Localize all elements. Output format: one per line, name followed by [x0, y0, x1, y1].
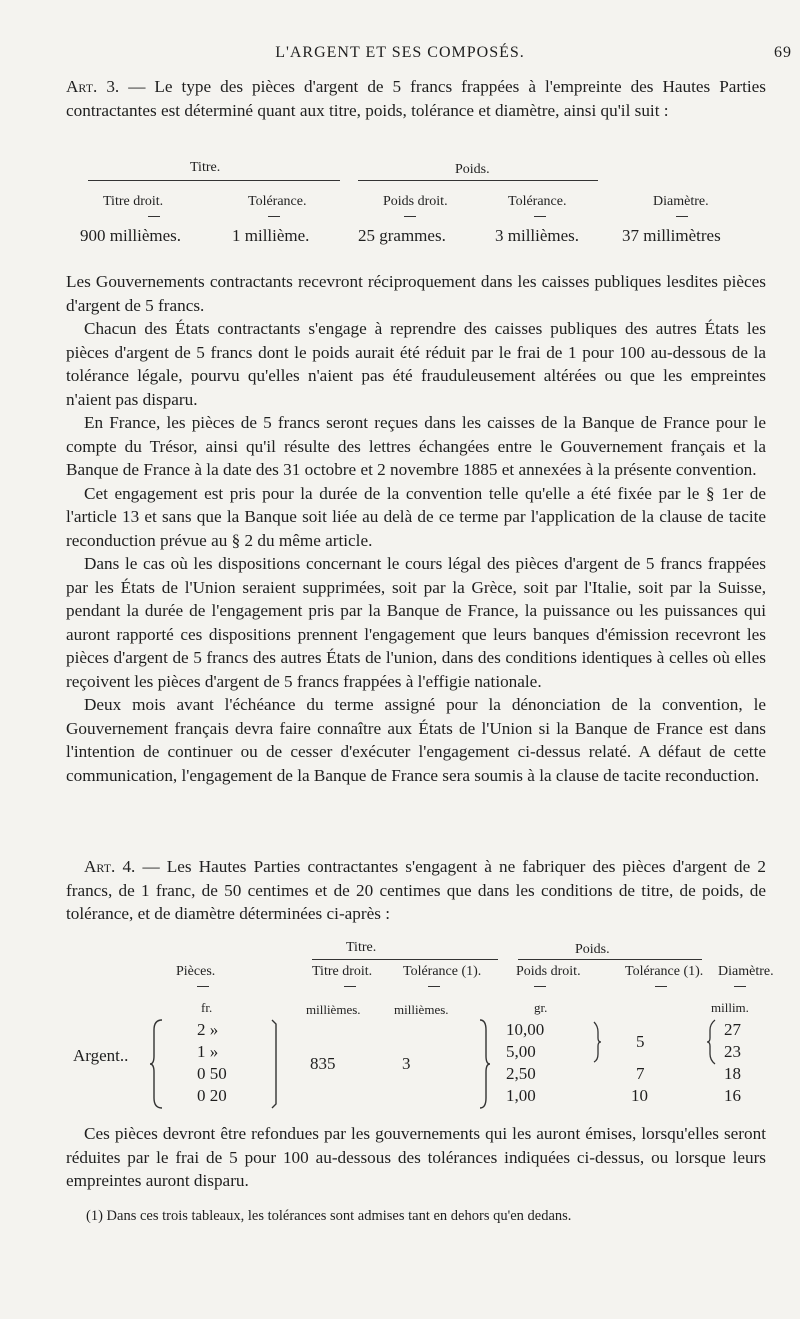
paragraph: En France, les pièces de 5 francs seront reçues dans les caisses de la Banque de France pour le compte du Trésor, ainsi qu'il résulte des lettres échangées entre le Gouvernement français et la Banque de France à la date des 31 octobre et 2 novembre 1885 et annexées à la présente convention. [66, 413, 766, 479]
t1-value-tolerance-poids: 3 millièmes. [495, 226, 580, 245]
art4-body [66, 1122, 766, 1193]
paragraph: Deux mois avant l'échéance du terme assigné pour la dénonciation de la convention, le Gouvernement français devra faire connaître aux États de l'Union si la Banque de France est dans l'intention de continuer ou de cesser d'exécuter l'engagement ci-dessus relaté. A défaut de cette communication, l'engagement de la Banque de France sera soumis à la clause de tacite reconduction. [66, 695, 766, 785]
t2-unit-poids-droit: gr. [534, 1000, 548, 1015]
t2-unit-titre-droit: millièmes. [306, 1002, 361, 1017]
t2-piece-1: 1 » [197, 1042, 219, 1061]
t1-header-poids-droit: Poids droit. [383, 194, 448, 209]
t2-group-poids: Poids. [575, 942, 610, 957]
table-divisionnaires [0, 940, 800, 1130]
t1-group-titre: Titre. [190, 160, 221, 175]
paragraph: Chacun des États contractants s'engage à reprendre des caisses publiques des autres États les pièces d'argent de 5 francs dont le poids aurait été réduit par le frai de 1 pour 100 au-dessous de la tolérance légale, pourvu qu'elles n'aient pas été frauduleusement altérées ou que les empreintes n'aient pas disparu. [66, 319, 766, 409]
t1-poids-rule [358, 180, 598, 181]
paragraph: Dans le cas où les dispositions concernant le cours légal des pièces d'argent de 5 francs frappées par les États de l'Union seraient supprimées, soit par la Grèce, soit par l'Italie, soit par la Suisse, pendant la durée de l'engagement pris par la Banque de France, la puissance ou les puissances qui auront rapporté ces dispositions prennent l'engagement que leurs banques d'émission recevront les pièces d'argent de 5 francs des autres États de l'union, dans des conditions identiques à celles où elles reçoivent les pièces d'argent de 5 francs frappées à l'effigie nationale. [66, 554, 766, 691]
t2-diametre-brace [706, 1020, 716, 1064]
t1-group-poids: Poids. [455, 162, 490, 177]
art4-text: — Les Hautes Parties contractantes s'engagent à ne fabriquer des pièces d'argent de 2 francs, de 1 franc, de 50 centimes et de 20 centimes que dans les conditions de titre, de poids, de tolérance, et de diamètre déterminées ci-après : [66, 857, 766, 923]
t2-tolerance-brace [592, 1022, 602, 1062]
art3-body [66, 270, 766, 787]
t2-header-tolerance-poids: Tolérance (1). [625, 964, 704, 979]
running-title: L'ARGENT ET SES COMPOSÉS. [275, 44, 525, 61]
t1-titre-rule [88, 180, 340, 181]
t2-titre-droit-value: 835 [310, 1054, 336, 1073]
t1-header-tolerance-titre: Tolérance. [248, 194, 307, 209]
t2-tolerance-poids-5: 5 [636, 1032, 645, 1051]
art3-text: — Le type des pièces d'argent de 5 francs frappées à l'empreinte des Hautes Parties contractantes est déterminé quant aux titre, poids, tolérance et diamètre, ainsi qu'il suit : [66, 77, 766, 120]
t2-diametre-18: 18 [724, 1064, 741, 1083]
art4-intro [66, 855, 766, 926]
t1-value-diametre: 37 millimètres [622, 226, 721, 245]
paragraph: Les Gouvernements contractants recevront réciproquement dans les caisses publiques lesdites pièces d'argent de 5 francs. [66, 272, 766, 315]
t2-header-titre-droit: Titre droit. [312, 964, 373, 979]
paragraph: Cet engagement est pris pour la durée de la convention telle qu'elle a été fixée par le § 1er de l'article 13 et sans que la Banque soit liée au delà de ce terme par l'application de la clause de tacite reconduction prévue au § 2 du même article. [66, 483, 766, 550]
t2-row-label: Argent.. [73, 1046, 129, 1065]
t2-header-pieces: Pièces. [176, 964, 216, 979]
t1-header-titre-droit: Titre droit. [103, 194, 164, 209]
running-header [0, 44, 800, 68]
t1-value-titre-droit: 900 millièmes. [80, 226, 182, 245]
t2-header-diametre: Diamètre. [718, 964, 774, 979]
t2-header-poids-droit: Poids droit. [516, 964, 581, 979]
art4-label: Art. 4. [84, 857, 136, 876]
t2-diametre-23: 23 [724, 1042, 741, 1061]
t2-poids-1: 1,00 [506, 1086, 536, 1105]
paragraph: Ces pièces devront être refondues par les gouvernements qui les auront émises, lorsqu'elles seront réduites par le frai de 5 pour 100 au-dessous des tolérances indiquées ci-dessus, ou lorsque leurs empreintes auront disparu. [66, 1124, 766, 1190]
t1-header-diametre: Diamètre. [653, 194, 709, 209]
t2-poids-250: 2,50 [506, 1064, 536, 1083]
t2-piece-020: 0 20 [197, 1086, 227, 1105]
t1-value-poids-droit: 25 grammes. [358, 226, 446, 245]
t2-unit-pieces: fr. [201, 1000, 213, 1015]
t2-titre-brace [270, 1020, 280, 1108]
t2-unit-tolerance-titre: millièmes. [394, 1002, 449, 1017]
footnote: (1) Dans ces trois tableaux, les tolérances sont admises tant en dehors qu'en dedans. [86, 1208, 572, 1224]
t2-poids-10: 10,00 [506, 1020, 545, 1039]
t1-header-tolerance-poids: Tolérance. [508, 194, 567, 209]
t2-group-titre: Titre. [346, 940, 377, 955]
t2-poids-5: 5,00 [506, 1042, 536, 1061]
art3-label: Art. 3. [66, 77, 120, 96]
t2-left-brace [150, 1020, 164, 1108]
t2-titre-rule [312, 959, 498, 960]
t2-poids-rule [518, 959, 702, 960]
table-5-francs [0, 160, 800, 250]
t2-tolerance-titre-value: 3 [402, 1054, 411, 1073]
t2-diametre-27: 27 [724, 1020, 741, 1039]
t2-unit-diametre: millim. [711, 1000, 749, 1015]
t2-tolerance-poids-7: 7 [636, 1064, 645, 1083]
t2-header-tolerance-titre: Tolérance (1). [403, 964, 482, 979]
t1-value-tolerance-titre: 1 millième. [232, 226, 310, 245]
t2-diametre-16: 16 [724, 1086, 741, 1105]
t2-tolerance-poids-10: 10 [631, 1086, 648, 1105]
art3-intro [66, 75, 766, 122]
t2-poids-brace [478, 1020, 492, 1108]
t2-piece-2: 2 » [197, 1020, 219, 1039]
page-number: 69 [774, 44, 792, 61]
t2-piece-050: 0 50 [197, 1064, 227, 1083]
